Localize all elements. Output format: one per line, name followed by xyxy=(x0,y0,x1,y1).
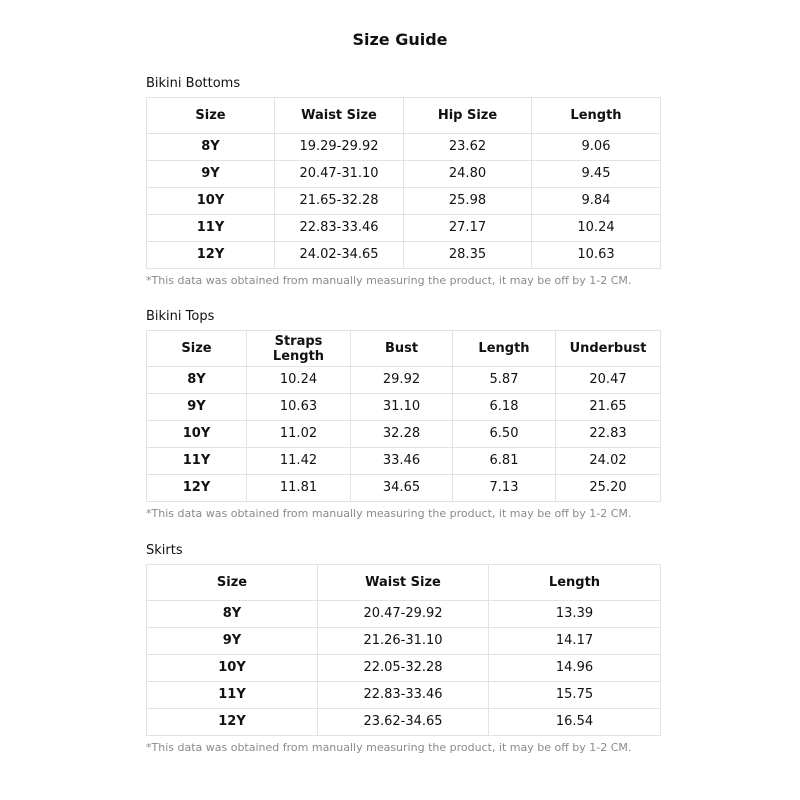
section-title: Bikini Bottoms xyxy=(146,76,241,91)
table-cell: 23.62 xyxy=(404,134,532,161)
size-cell: 10Y xyxy=(147,655,318,682)
measurement-note: *This data was obtained from manually measuring the product, it may be off by 1-2 CM. xyxy=(146,274,632,287)
table-cell: 10.24 xyxy=(532,215,661,242)
section-title: Bikini Tops xyxy=(146,309,215,324)
table-row xyxy=(147,709,661,736)
measurement-note: *This data was obtained from manually measuring the product, it may be off by 1-2 CM. xyxy=(146,507,632,520)
table-cell: 22.83 xyxy=(556,421,661,448)
table-cell: 9.06 xyxy=(532,134,661,161)
page-title: Size Guide xyxy=(352,30,448,49)
bikini-bottoms-table xyxy=(146,97,661,269)
column-header: Straps Length xyxy=(247,331,351,367)
size-cell: 11Y xyxy=(147,215,275,242)
table-row xyxy=(147,161,661,188)
table-row xyxy=(147,655,661,682)
table-cell: 32.28 xyxy=(351,421,453,448)
column-header: Bust xyxy=(351,331,453,367)
table-cell: 25.98 xyxy=(404,188,532,215)
table-cell: 27.17 xyxy=(404,215,532,242)
table-cell: 16.54 xyxy=(489,709,661,736)
size-cell: 11Y xyxy=(147,448,247,475)
table-cell: 20.47 xyxy=(556,367,661,394)
table-row xyxy=(147,682,661,709)
table-cell: 15.75 xyxy=(489,682,661,709)
table-cell: 6.18 xyxy=(453,394,556,421)
table-cell: 20.47-31.10 xyxy=(275,161,404,188)
size-cell: 9Y xyxy=(147,394,247,421)
table-cell: 11.02 xyxy=(247,421,351,448)
table-row xyxy=(147,421,661,448)
table-cell: 31.10 xyxy=(351,394,453,421)
table-cell: 24.80 xyxy=(404,161,532,188)
table-row xyxy=(147,601,661,628)
table-row xyxy=(147,394,661,421)
column-header: Underbust xyxy=(556,331,661,367)
table-cell: 5.87 xyxy=(453,367,556,394)
column-header: Waist Size xyxy=(318,565,489,601)
table-cell: 13.39 xyxy=(489,601,661,628)
table-cell: 9.45 xyxy=(532,161,661,188)
table-cell: 22.83-33.46 xyxy=(275,215,404,242)
table-cell: 28.35 xyxy=(404,242,532,269)
size-cell: 8Y xyxy=(147,601,318,628)
table-cell: 10.63 xyxy=(532,242,661,269)
table-header-row xyxy=(147,98,661,134)
table-cell: 10.24 xyxy=(247,367,351,394)
table-cell: 7.13 xyxy=(453,475,556,502)
size-cell: 8Y xyxy=(147,367,247,394)
column-header: Waist Size xyxy=(275,98,404,134)
bikini-bottoms-section xyxy=(146,76,660,288)
table-cell: 19.29-29.92 xyxy=(275,134,404,161)
column-header: Size xyxy=(147,565,318,601)
size-cell: 11Y xyxy=(147,682,318,709)
size-cell: 10Y xyxy=(147,421,247,448)
skirts-section xyxy=(146,543,660,755)
table-cell: 21.65-32.28 xyxy=(275,188,404,215)
table-cell: 23.62-34.65 xyxy=(318,709,489,736)
table-header-row xyxy=(147,565,661,601)
column-header: Size xyxy=(147,331,247,367)
skirts-table xyxy=(146,564,661,736)
table-row xyxy=(147,448,661,475)
section-title: Skirts xyxy=(146,543,183,558)
table-cell: 6.81 xyxy=(453,448,556,475)
column-header: Size xyxy=(147,98,275,134)
table-cell: 9.84 xyxy=(532,188,661,215)
table-cell: 24.02-34.65 xyxy=(275,242,404,269)
table-cell: 24.02 xyxy=(556,448,661,475)
size-cell: 9Y xyxy=(147,628,318,655)
table-row xyxy=(147,628,661,655)
table-cell: 34.65 xyxy=(351,475,453,502)
size-cell: 12Y xyxy=(147,242,275,269)
size-cell: 8Y xyxy=(147,134,275,161)
table-row xyxy=(147,134,661,161)
column-header: Length xyxy=(453,331,556,367)
table-row xyxy=(147,475,661,502)
table-cell: 10.63 xyxy=(247,394,351,421)
size-cell: 9Y xyxy=(147,161,275,188)
table-cell: 22.83-33.46 xyxy=(318,682,489,709)
table-row xyxy=(147,215,661,242)
size-cell: 12Y xyxy=(147,475,247,502)
table-row xyxy=(147,367,661,394)
table-cell: 25.20 xyxy=(556,475,661,502)
table-cell: 29.92 xyxy=(351,367,453,394)
table-header-row xyxy=(147,331,661,367)
table-cell: 14.17 xyxy=(489,628,661,655)
table-cell: 11.42 xyxy=(247,448,351,475)
table-cell: 6.50 xyxy=(453,421,556,448)
measurement-note: *This data was obtained from manually measuring the product, it may be off by 1-2 CM. xyxy=(146,741,632,754)
bikini-tops-section xyxy=(146,309,660,521)
table-row xyxy=(147,242,661,269)
table-row xyxy=(147,188,661,215)
column-header: Hip Size xyxy=(404,98,532,134)
table-cell: 22.05-32.28 xyxy=(318,655,489,682)
table-cell: 20.47-29.92 xyxy=(318,601,489,628)
table-cell: 14.96 xyxy=(489,655,661,682)
column-header: Length xyxy=(532,98,661,134)
table-cell: 21.65 xyxy=(556,394,661,421)
table-cell: 21.26-31.10 xyxy=(318,628,489,655)
size-cell: 10Y xyxy=(147,188,275,215)
bikini-tops-table xyxy=(146,330,661,502)
column-header: Length xyxy=(489,565,661,601)
size-cell: 12Y xyxy=(147,709,318,736)
table-cell: 11.81 xyxy=(247,475,351,502)
table-cell: 33.46 xyxy=(351,448,453,475)
